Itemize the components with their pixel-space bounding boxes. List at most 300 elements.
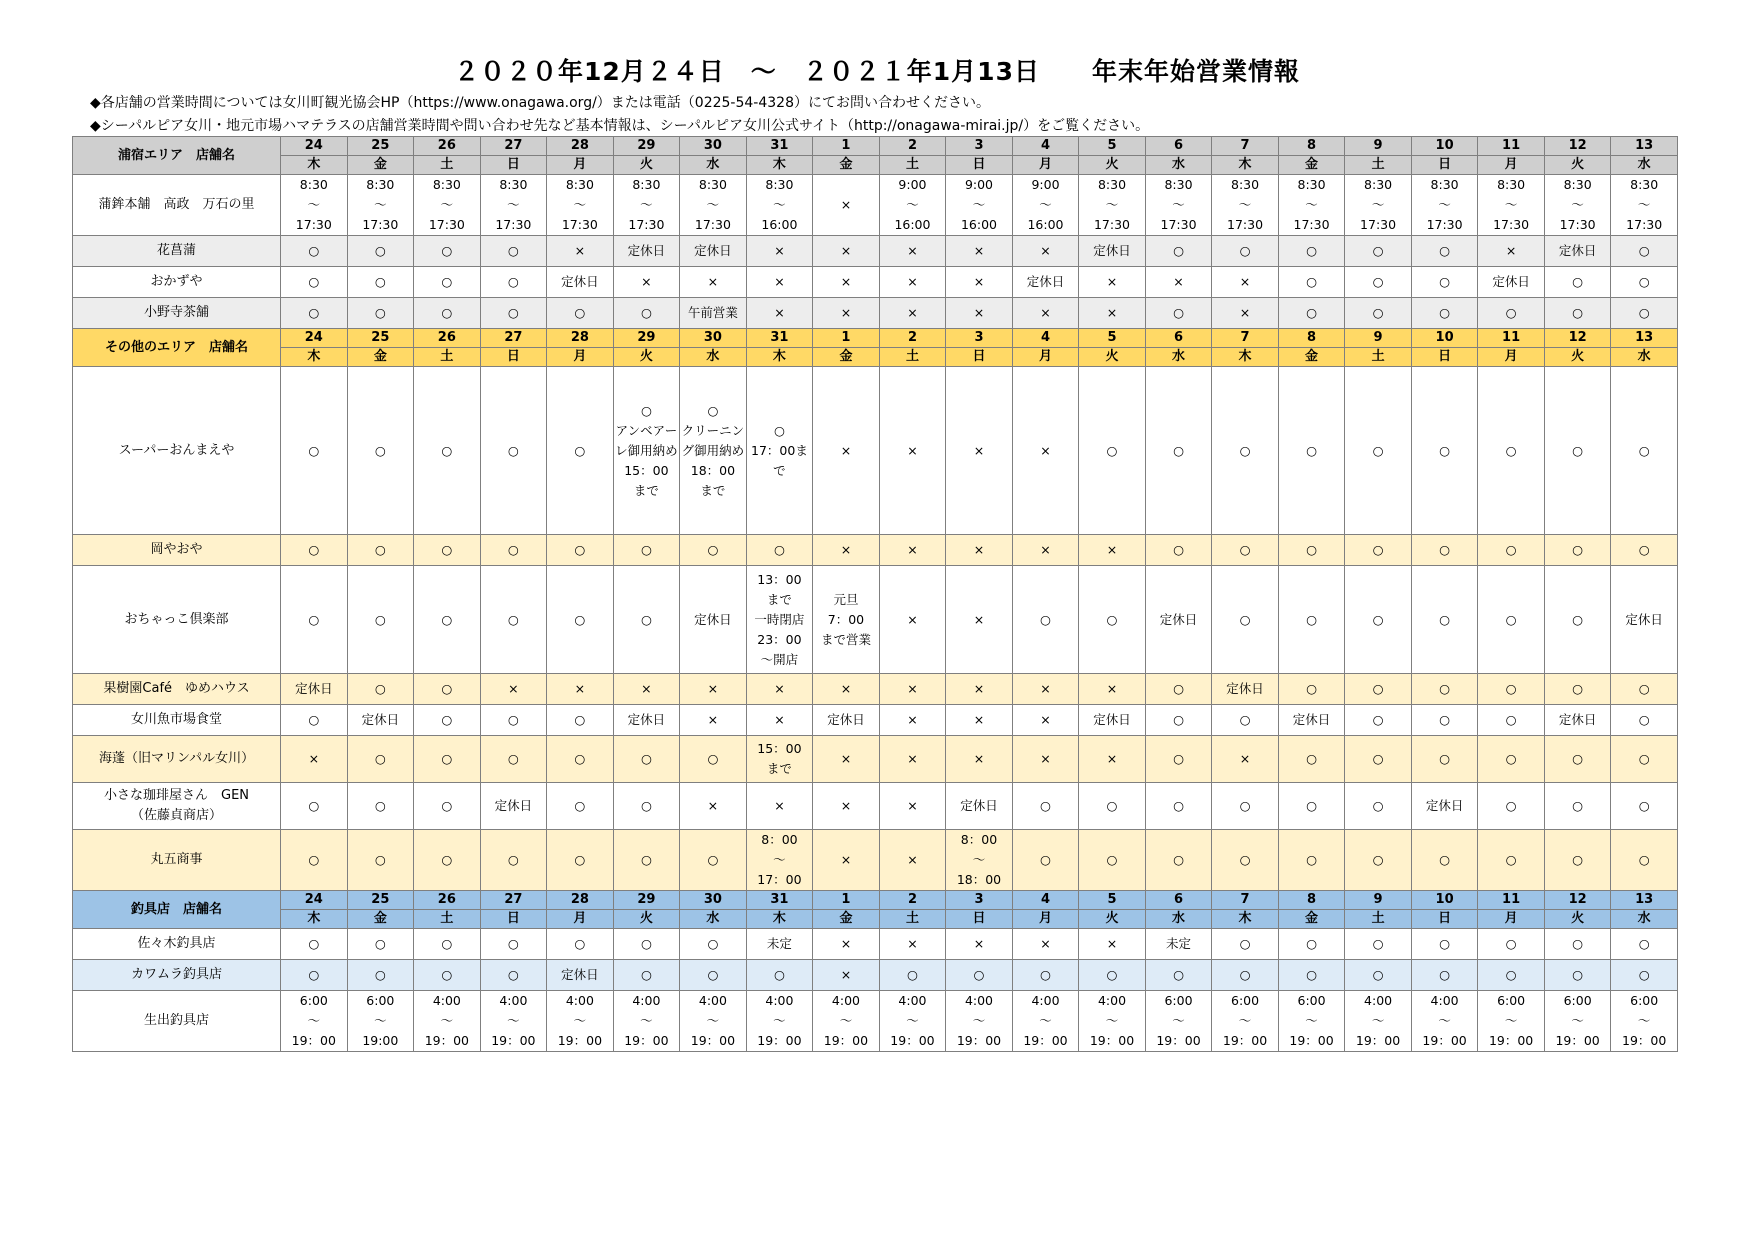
schedule-cell: ○ <box>1411 705 1478 736</box>
schedule-cell: ○ <box>1411 929 1478 960</box>
schedule-cell: ○ <box>1079 566 1146 674</box>
schedule-cell: ○ <box>480 298 547 329</box>
day-number: 4 <box>1012 891 1079 910</box>
weekday: 木 <box>1212 910 1279 929</box>
day-number: 3 <box>946 329 1013 348</box>
schedule-cell: 4:00 ～ 19：00 <box>813 991 880 1052</box>
schedule-table <box>72 136 1678 1052</box>
day-number: 5 <box>1079 891 1146 910</box>
schedule-cell: ○ <box>1411 830 1478 891</box>
schedule-cell: × <box>1079 929 1146 960</box>
schedule-cell: ○ <box>1345 535 1412 566</box>
schedule-cell: × <box>613 674 680 705</box>
schedule-cell: ○ <box>1145 367 1212 535</box>
day-number: 25 <box>347 891 414 910</box>
store-row <box>73 236 1678 267</box>
schedule-cell: ○ <box>347 367 414 535</box>
schedule-cell: ○ <box>480 705 547 736</box>
schedule-cell: ○ <box>281 236 348 267</box>
schedule-cell: ○ <box>1478 960 1545 991</box>
schedule-cell: × <box>480 674 547 705</box>
weekday: 月 <box>1012 156 1079 175</box>
weekday: 木 <box>1212 348 1279 367</box>
schedule-cell: ○ <box>1012 830 1079 891</box>
schedule-cell: ○ <box>480 236 547 267</box>
weekday: 水 <box>1145 156 1212 175</box>
weekday: 木 <box>281 156 348 175</box>
schedule-cell: ○ <box>1478 736 1545 783</box>
store-name: 小野寺茶舗 <box>73 298 281 329</box>
schedule-cell: 4:00 ～ 19：00 <box>1012 991 1079 1052</box>
weekday: 火 <box>1079 910 1146 929</box>
schedule-cell: ○ <box>1212 783 1279 830</box>
weekday: 土 <box>879 348 946 367</box>
schedule-cell: ○ <box>347 783 414 830</box>
store-name: 小さな珈琲屋さん GEN （佐藤貞商店） <box>73 783 281 830</box>
schedule-cell: ○ <box>746 535 813 566</box>
schedule-cell: × <box>547 236 614 267</box>
weekday: 水 <box>1611 348 1678 367</box>
weekday: 日 <box>480 348 547 367</box>
schedule-cell: × <box>680 674 747 705</box>
schedule-cell: ○ <box>1145 236 1212 267</box>
schedule-cell: ○ <box>680 830 747 891</box>
schedule-cell: ○ <box>1212 367 1279 535</box>
schedule-cell: 6:00 ～ 19：00 <box>1145 991 1212 1052</box>
day-number: 2 <box>879 891 946 910</box>
schedule-cell: ○ <box>281 566 348 674</box>
schedule-cell: 8:30 ～ 17:30 <box>1145 175 1212 236</box>
schedule-cell: ○ <box>1478 535 1545 566</box>
schedule-cell: 定休日 <box>1411 783 1478 830</box>
schedule-cell: ○ <box>480 960 547 991</box>
schedule-cell: ○ <box>281 535 348 566</box>
schedule-cell: ○ <box>480 830 547 891</box>
day-number: 26 <box>414 891 481 910</box>
schedule-cell: ○ <box>1278 783 1345 830</box>
day-number: 11 <box>1478 891 1545 910</box>
schedule-cell: 定休日 <box>1079 705 1146 736</box>
schedule-cell: ○ <box>1012 566 1079 674</box>
schedule-cell: 13：00 まで 一時閉店 23：00 ～開店 <box>746 566 813 674</box>
schedule-cell: 6:00 ～ 19：00 <box>1544 991 1611 1052</box>
schedule-cell: ○ <box>1611 236 1678 267</box>
schedule-cell: ○ <box>1611 674 1678 705</box>
day-number: 12 <box>1544 891 1611 910</box>
schedule-cell: ○ <box>613 783 680 830</box>
schedule-cell: ○ <box>480 736 547 783</box>
store-row <box>73 783 1678 830</box>
schedule-cell: ○ <box>414 736 481 783</box>
schedule-cell: 4:00 ～ 19：00 <box>414 991 481 1052</box>
schedule-cell: ○ <box>1145 674 1212 705</box>
schedule-cell: × <box>813 674 880 705</box>
schedule-cell: × <box>1012 705 1079 736</box>
day-number: 30 <box>680 137 747 156</box>
day-number: 10 <box>1411 329 1478 348</box>
schedule-cell: × <box>879 736 946 783</box>
schedule-cell: ○ <box>1145 736 1212 783</box>
weekday: 月 <box>1478 910 1545 929</box>
day-number: 10 <box>1411 891 1478 910</box>
weekday: 月 <box>1478 348 1545 367</box>
schedule-cell: ○ <box>613 929 680 960</box>
schedule-cell: × <box>946 736 1013 783</box>
schedule-cell: ○ <box>347 960 414 991</box>
schedule-cell: ○ <box>1345 705 1412 736</box>
schedule-cell: 4:00 ～ 19：00 <box>879 991 946 1052</box>
schedule-cell: 4:00 ～ 19：00 <box>613 991 680 1052</box>
day-number: 26 <box>414 137 481 156</box>
weekday: 月 <box>547 156 614 175</box>
schedule-cell: × <box>1012 298 1079 329</box>
schedule-cell: ○ <box>547 705 614 736</box>
schedule-cell: ○ <box>281 367 348 535</box>
weekday: 木 <box>746 910 813 929</box>
day-number: 24 <box>281 329 348 348</box>
schedule-cell: × <box>1079 267 1146 298</box>
day-number: 24 <box>281 137 348 156</box>
schedule-cell: 定休日 <box>547 960 614 991</box>
schedule-cell: ○ <box>347 736 414 783</box>
schedule-cell: 定休日 <box>1212 674 1279 705</box>
schedule-cell: 午前営業 <box>680 298 747 329</box>
weekday: 日 <box>480 910 547 929</box>
schedule-cell: ○ <box>1611 267 1678 298</box>
schedule-cell: ○ <box>1478 367 1545 535</box>
day-number: 27 <box>480 137 547 156</box>
schedule-cell: 定休日 <box>613 705 680 736</box>
weekday: 月 <box>1012 348 1079 367</box>
day-number: 30 <box>680 329 747 348</box>
schedule-cell: 定休日 <box>347 705 414 736</box>
schedule-cell: ○ <box>1079 367 1146 535</box>
section-label: 浦宿エリア 店舗名 <box>73 137 281 175</box>
schedule-cell: ○ <box>414 267 481 298</box>
note-line: ◆シーパルピア女川・地元市場ハマテラスの店舗営業時間や問い合わせ先など基本情報は、シーパルピア女川公式サイト（http://onagawa-mirai.jp/）をご覧ください。 <box>90 118 1150 134</box>
schedule-cell: × <box>879 830 946 891</box>
schedule-cell: × <box>813 367 880 535</box>
schedule-cell: ○ <box>347 830 414 891</box>
schedule-cell: 8:30 ～ 17:30 <box>613 175 680 236</box>
store-row <box>73 705 1678 736</box>
schedule-cell: ○ <box>1544 674 1611 705</box>
store-name: 岡やおや <box>73 535 281 566</box>
schedule-cell: ○ アンベアーレ御用納め 15：00 まで <box>613 367 680 535</box>
section-header-weekdays <box>73 910 1678 929</box>
schedule-cell: ○ <box>879 960 946 991</box>
store-name: 果樹園Café ゆめハウス <box>73 674 281 705</box>
schedule-cell: ○ <box>1145 960 1212 991</box>
weekday: 木 <box>1212 156 1279 175</box>
schedule-cell: 定休日 <box>1544 705 1611 736</box>
schedule-cell: ○ <box>1212 535 1279 566</box>
schedule-cell: ○ <box>480 367 547 535</box>
weekday: 月 <box>547 348 614 367</box>
schedule-cell: ○ <box>1345 566 1412 674</box>
schedule-cell: × <box>813 267 880 298</box>
day-number: 6 <box>1145 137 1212 156</box>
weekday: 日 <box>1411 348 1478 367</box>
schedule-cell: 元旦 7：00 まで営業 <box>813 566 880 674</box>
schedule-cell: × <box>1079 298 1146 329</box>
weekday: 金 <box>813 348 880 367</box>
day-number: 28 <box>547 329 614 348</box>
weekday: 土 <box>1345 910 1412 929</box>
schedule-cell: ○ <box>613 298 680 329</box>
schedule-cell: 定休日 <box>1012 267 1079 298</box>
day-number: 7 <box>1212 137 1279 156</box>
schedule-cell: 定休日 <box>1278 705 1345 736</box>
schedule-cell: × <box>680 267 747 298</box>
day-number: 27 <box>480 329 547 348</box>
schedule-cell: ○ <box>1411 236 1478 267</box>
store-row <box>73 991 1678 1052</box>
note-line: ◆各店舗の営業時間については女川町観光協会HP（https://www.onagawa.org/）または電話（0225-54-4328）にてお問い合わせください。 <box>90 95 990 111</box>
weekday: 水 <box>680 156 747 175</box>
schedule-cell: ○ <box>1478 298 1545 329</box>
schedule-cell: ○ <box>281 960 348 991</box>
schedule-cell: × <box>1012 674 1079 705</box>
schedule-cell: ○ <box>1145 783 1212 830</box>
schedule-cell: ○ <box>1278 960 1345 991</box>
store-row <box>73 736 1678 783</box>
schedule-cell: ○ <box>1611 705 1678 736</box>
schedule-cell: × <box>946 267 1013 298</box>
day-number: 9 <box>1345 329 1412 348</box>
schedule-cell: 定休日 <box>1079 236 1146 267</box>
schedule-cell: × <box>1145 267 1212 298</box>
weekday: 土 <box>414 156 481 175</box>
day-number: 28 <box>547 137 614 156</box>
schedule-cell: × <box>680 705 747 736</box>
schedule-cell: 定休日 <box>946 783 1013 830</box>
schedule-cell: ○ <box>1478 674 1545 705</box>
weekday: 水 <box>1145 910 1212 929</box>
schedule-cell: × <box>1212 298 1279 329</box>
schedule-cell: ○ <box>1544 367 1611 535</box>
schedule-cell: 定休日 <box>1145 566 1212 674</box>
weekday: 土 <box>414 348 481 367</box>
store-row <box>73 267 1678 298</box>
day-number: 25 <box>347 329 414 348</box>
schedule-cell: ○ <box>746 960 813 991</box>
schedule-cell: ○ <box>613 535 680 566</box>
schedule-cell: 6:00 ～ 19:00 <box>347 991 414 1052</box>
day-number: 4 <box>1012 137 1079 156</box>
weekday: 水 <box>1611 156 1678 175</box>
schedule-cell: ○ <box>547 830 614 891</box>
schedule-cell: ○ <box>1278 674 1345 705</box>
schedule-cell: 9:00 ～ 16:00 <box>879 175 946 236</box>
schedule-cell: 未定 <box>1145 929 1212 960</box>
schedule-cell: × <box>879 298 946 329</box>
schedule-cell: 8：00 ～ 17：00 <box>746 830 813 891</box>
weekday: 火 <box>1544 910 1611 929</box>
weekday: 金 <box>347 156 414 175</box>
schedule-cell: ○ <box>613 830 680 891</box>
weekday: 金 <box>813 156 880 175</box>
schedule-cell: 6:00 ～ 19：00 <box>281 991 348 1052</box>
day-number: 3 <box>946 137 1013 156</box>
schedule-cell: × <box>813 535 880 566</box>
schedule-cell: 4:00 ～ 19：00 <box>1079 991 1146 1052</box>
weekday: 水 <box>680 348 747 367</box>
schedule-cell: × <box>813 929 880 960</box>
schedule-cell: ○ <box>1145 830 1212 891</box>
schedule-cell: × <box>1212 267 1279 298</box>
schedule-cell: ○ <box>1611 929 1678 960</box>
schedule-cell: ○ <box>281 298 348 329</box>
day-number: 2 <box>879 329 946 348</box>
day-number: 8 <box>1278 891 1345 910</box>
schedule-cell: × <box>879 236 946 267</box>
schedule-cell: × <box>813 960 880 991</box>
schedule-cell: ○ <box>1544 960 1611 991</box>
schedule-cell: × <box>946 367 1013 535</box>
store-name: 佐々木釣具店 <box>73 929 281 960</box>
schedule-cell: ○ <box>1345 783 1412 830</box>
schedule-cell: ○ <box>281 830 348 891</box>
schedule-cell: × <box>879 367 946 535</box>
schedule-cell: ○ <box>414 367 481 535</box>
schedule-cell: × <box>879 783 946 830</box>
day-number: 12 <box>1544 329 1611 348</box>
schedule-cell: 6:00 ～ 19：00 <box>1611 991 1678 1052</box>
weekday: 日 <box>480 156 547 175</box>
schedule-cell: ○ <box>281 929 348 960</box>
schedule-cell: × <box>1079 535 1146 566</box>
schedule-cell: ○ <box>1544 566 1611 674</box>
schedule-cell: ○ <box>347 674 414 705</box>
schedule-cell: ○ <box>1212 830 1279 891</box>
day-number: 6 <box>1145 891 1212 910</box>
schedule-cell: × <box>1012 535 1079 566</box>
weekday: 土 <box>1345 156 1412 175</box>
schedule-cell: × <box>879 566 946 674</box>
schedule-cell: 9:00 ～ 16:00 <box>946 175 1013 236</box>
schedule-cell: 4:00 ～ 19：00 <box>1411 991 1478 1052</box>
day-number: 11 <box>1478 137 1545 156</box>
store-row <box>73 674 1678 705</box>
schedule-cell: 定休日 <box>680 236 747 267</box>
day-number: 25 <box>347 137 414 156</box>
schedule-cell: ○ <box>1611 367 1678 535</box>
schedule-cell: ○ <box>1012 783 1079 830</box>
weekday: 火 <box>613 910 680 929</box>
schedule-cell: ○ <box>1345 960 1412 991</box>
store-name: 海蓬（旧マリンパル女川） <box>73 736 281 783</box>
schedule-cell: ○ <box>414 830 481 891</box>
schedule-cell: ○ <box>613 960 680 991</box>
schedule-cell: ○ <box>1212 929 1279 960</box>
day-number: 24 <box>281 891 348 910</box>
schedule-cell: ○ <box>1345 929 1412 960</box>
schedule-cell: 9:00 ～ 16:00 <box>1012 175 1079 236</box>
schedule-cell: ○ クリーニング御用納め 18：00 まで <box>680 367 747 535</box>
weekday: 金 <box>1278 910 1345 929</box>
store-row <box>73 929 1678 960</box>
schedule-cell: ○ <box>347 267 414 298</box>
weekday: 日 <box>1411 156 1478 175</box>
day-number: 5 <box>1079 137 1146 156</box>
schedule-cell: ○ <box>414 929 481 960</box>
schedule-cell: × <box>547 674 614 705</box>
schedule-cell: ○ <box>1278 830 1345 891</box>
schedule-cell: ○ <box>1345 674 1412 705</box>
schedule-cell: ○ <box>1611 535 1678 566</box>
day-number: 8 <box>1278 137 1345 156</box>
section-header-weekdays <box>73 348 1678 367</box>
schedule-cell: × <box>813 175 880 236</box>
weekday: 金 <box>813 910 880 929</box>
schedule-cell: × <box>813 736 880 783</box>
schedule-cell: 定休日 <box>613 236 680 267</box>
weekday: 木 <box>746 348 813 367</box>
schedule-cell: × <box>813 236 880 267</box>
day-number: 5 <box>1079 329 1146 348</box>
weekday: 木 <box>281 910 348 929</box>
store-name: 花菖蒲 <box>73 236 281 267</box>
page-title: ２０２０年12月２４日 ～ ２０２１年1月13日 年末年始営業情報 <box>454 57 1300 86</box>
schedule-cell: ○ <box>1544 736 1611 783</box>
schedule-cell: ○ <box>1611 298 1678 329</box>
schedule-cell: ○ <box>480 535 547 566</box>
day-number: 31 <box>746 137 813 156</box>
schedule-cell: ○ <box>347 298 414 329</box>
schedule-cell: ○ <box>414 236 481 267</box>
weekday: 木 <box>281 348 348 367</box>
schedule-cell: ○ <box>1345 298 1412 329</box>
schedule-cell: 8:30 ～ 17:30 <box>480 175 547 236</box>
schedule-cell: ○ <box>1145 298 1212 329</box>
schedule-cell: × <box>281 736 348 783</box>
schedule-cell: 8:30 ～ 17:30 <box>1411 175 1478 236</box>
schedule-cell: × <box>879 267 946 298</box>
weekday: 火 <box>1079 156 1146 175</box>
schedule-cell: ○ <box>1212 566 1279 674</box>
weekday: 火 <box>613 348 680 367</box>
day-number: 11 <box>1478 329 1545 348</box>
schedule-cell: ○ <box>547 929 614 960</box>
schedule-cell: ○ <box>414 783 481 830</box>
schedule-cell: × <box>946 566 1013 674</box>
day-number: 27 <box>480 891 547 910</box>
schedule-cell: × <box>879 674 946 705</box>
weekday: 木 <box>746 156 813 175</box>
schedule-cell: 8:30 ～ 17:30 <box>547 175 614 236</box>
weekday: 土 <box>414 910 481 929</box>
schedule-cell: ○ <box>680 960 747 991</box>
schedule-cell: ○ <box>1345 830 1412 891</box>
schedule-cell: ○ <box>1278 367 1345 535</box>
schedule-cell: ○ <box>1079 783 1146 830</box>
schedule-cell: 6:00 ～ 19：00 <box>1478 991 1545 1052</box>
day-number: 1 <box>813 329 880 348</box>
section-header-weekdays <box>73 156 1678 175</box>
schedule-cell: × <box>613 267 680 298</box>
schedule-cell: 4:00 ～ 19：00 <box>946 991 1013 1052</box>
day-number: 13 <box>1611 891 1678 910</box>
section-label: 釣具店 店舗名 <box>73 891 281 929</box>
weekday: 金 <box>1278 348 1345 367</box>
schedule-cell: × <box>746 705 813 736</box>
store-row <box>73 367 1678 535</box>
schedule-cell: × <box>813 783 880 830</box>
schedule-cell: ○ <box>1411 535 1478 566</box>
schedule-cell: ○ <box>1478 705 1545 736</box>
schedule-cell: ○ <box>1544 267 1611 298</box>
